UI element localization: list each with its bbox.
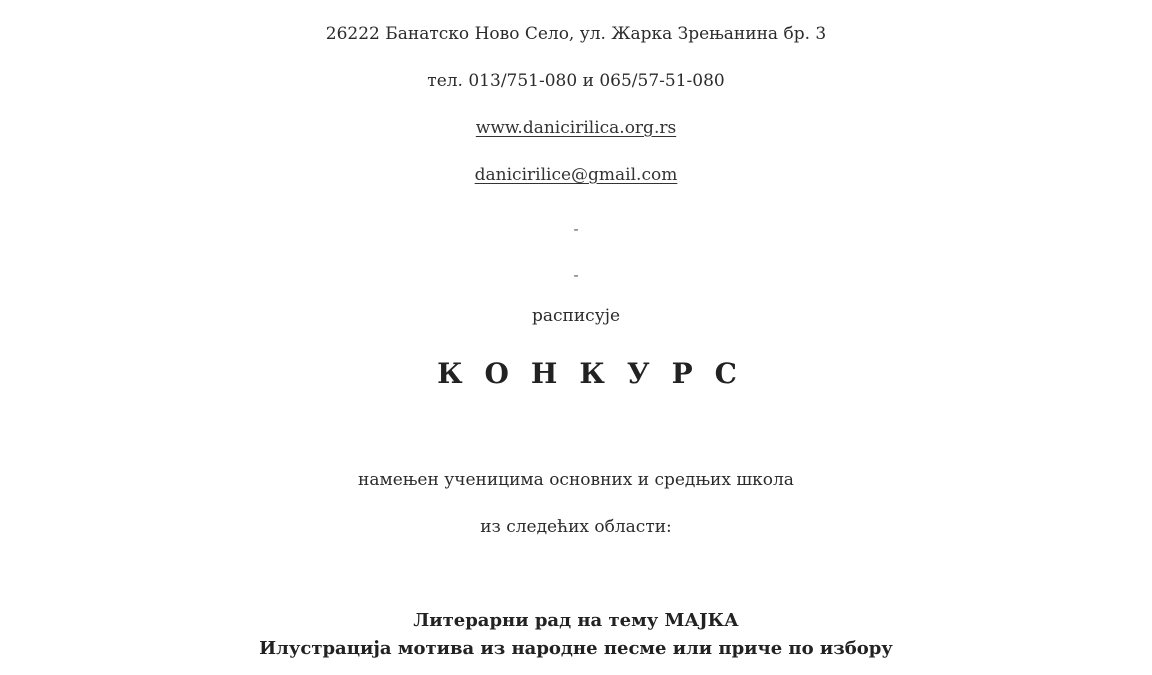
email-line [0, 164, 1152, 186]
separator-dash: - [573, 220, 579, 238]
area-item: Илустрација мотива из народне песме или приче по избору [259, 638, 893, 659]
phone-line: тел. 013/751-080 и 065/57-51-080 [427, 71, 725, 91]
email-link[interactable]: danicirilice@gmail.com [474, 165, 678, 185]
areas-intro: из следећих области: [480, 517, 672, 537]
announces-text: расписује [531, 306, 621, 326]
separator-dash: - [573, 266, 579, 284]
website-line [0, 117, 1152, 139]
contest-title: КОНКУРС [437, 357, 759, 390]
website-link[interactable]: www.danicirilica.org.rs [475, 118, 677, 138]
intended-for-text: намењен ученицима основних и средњих школа [358, 470, 794, 490]
area-item: Литерарни рад на тему МАЈКА [413, 610, 739, 631]
address-line: 26222 Банатско Новo Село, ул. Жарка Зрењанина бр. 3 [325, 24, 827, 44]
